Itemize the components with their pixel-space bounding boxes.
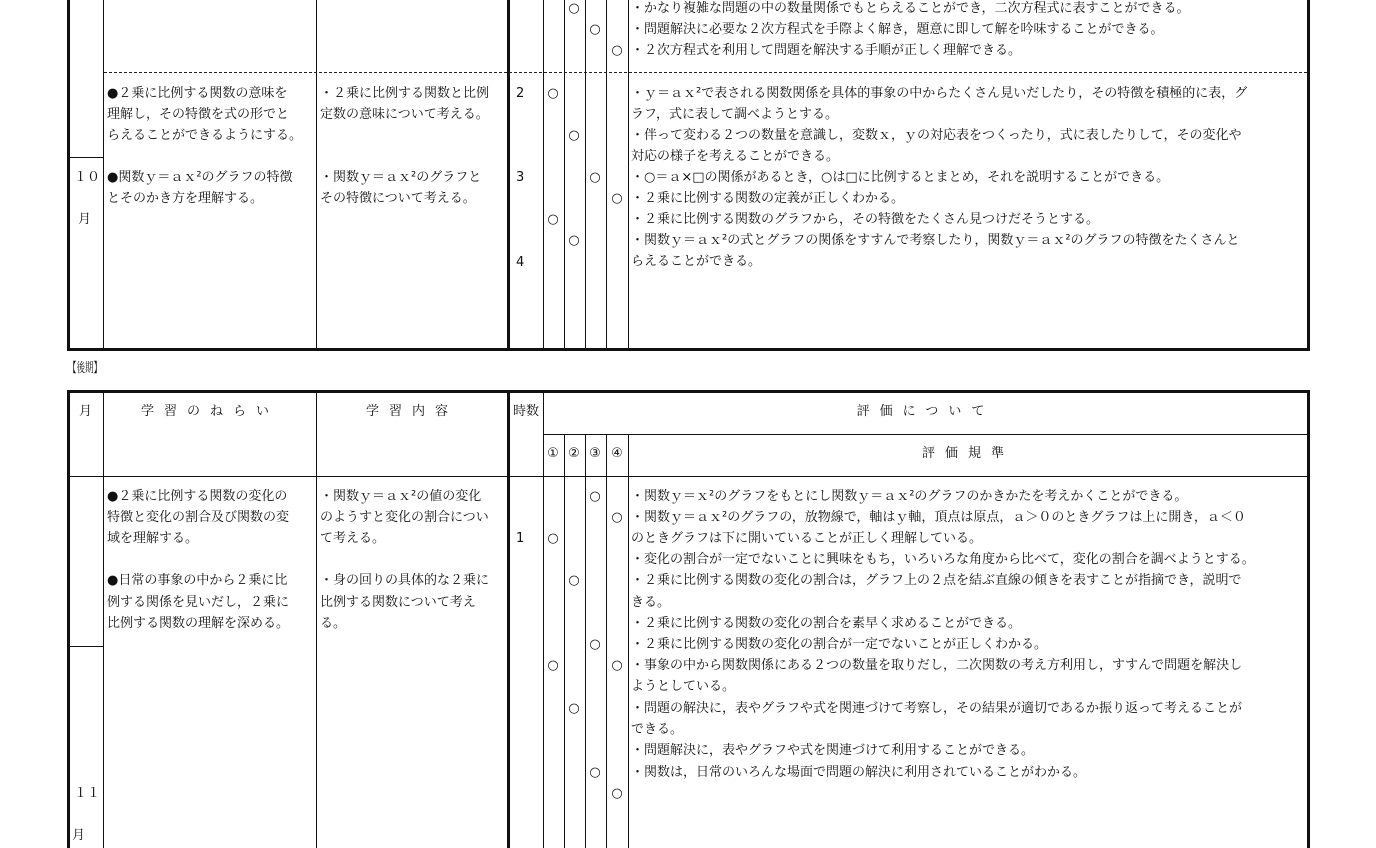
criteria-line: ・伴って変わる２つの数量を意識し，変数ｘ，ｙの対応表をつくったり，式に表したりして，その変化や xyxy=(631,128,1242,143)
grid-line xyxy=(564,435,565,848)
eval-mark: ○ xyxy=(589,170,601,185)
header-col-4: ④ xyxy=(611,446,623,461)
grid-line xyxy=(628,0,629,350)
eval-mark: ○ xyxy=(589,637,601,652)
content-line: 比例する関数について考え xyxy=(320,595,476,610)
criteria-line: できる。 xyxy=(631,722,684,737)
month-label: １０ xyxy=(74,170,101,185)
criteria-line: ようとしている。 xyxy=(631,679,736,694)
aim-line: 理解し，その特徴を式の形でと xyxy=(107,107,290,122)
grid-line xyxy=(543,434,1308,435)
table-border-left xyxy=(67,0,70,351)
hours-value: 2 xyxy=(516,86,525,101)
eval-mark: ○ xyxy=(611,658,623,673)
criteria-line: ・かなり複雑な問題の中の数量関係でもとらえることができ，二次方程式に表すことができる。 xyxy=(631,1,1190,16)
header-col-1: ① xyxy=(547,446,559,461)
criteria-line: ・ｙ＝ａｘ²で表される関数関係を具体的事象の中からたくさん見いだしたり，その特徴を積極的に表，グ xyxy=(631,86,1248,101)
criteria-line: ・２乗に比例する関数のグラフから，その特徴をたくさん見つけだそうとする。 xyxy=(631,212,1100,227)
aim-line: らえることができるようにする。 xyxy=(107,128,303,143)
aim-line: ●２乗に比例する関数の変化の xyxy=(107,489,288,504)
criteria-line: ・問題解決に，表やグラフや式を関連づけて利用することができる。 xyxy=(631,743,1035,758)
criteria-line: ・事象の中から関数関係にある２つの数量を取りだし，二次関数の考え方利用し，すすんで問題を解決し xyxy=(631,658,1243,673)
eval-mark: ○ xyxy=(611,510,623,525)
header-content: 学習内容 xyxy=(365,404,458,419)
grid-line xyxy=(316,390,317,848)
content-line: のようすと変化の割合につい xyxy=(320,510,489,525)
aim-line: 比例する関数の理解を深める。 xyxy=(107,616,290,631)
criteria-line: ・○＝ａ×□の関係があるとき，○は□に比例するとまとめ，それを説明することができる。 xyxy=(631,170,1170,185)
aim-line: 特徴と変化の割合及び関数の変 xyxy=(107,510,290,525)
criteria-line: ・関数ｙ＝ａｘ²の式とグラフの関係をすすんで考察したり，関数ｙ＝ａｘ²のグラフの特徴をたくさんと xyxy=(631,233,1240,248)
eval-mark: ○ xyxy=(568,233,580,248)
eval-mark: ○ xyxy=(589,489,601,504)
eval-mark: ○ xyxy=(611,191,623,206)
content-line: て考える。 xyxy=(320,531,386,546)
grid-line-thick xyxy=(507,390,510,848)
content-line: ・関数ｙ＝ａｘ²の値の変化 xyxy=(320,489,482,504)
criteria-line: ・２乗に比例する関数の変化の割合は，グラフ上の２点を結ぶ直線の傾きを表すことが指摘でき，説明で xyxy=(631,573,1242,588)
month-label: １１ xyxy=(74,786,101,801)
header-hours: 時数 xyxy=(512,404,539,419)
aim-line: 域を理解する。 xyxy=(107,531,199,546)
eval-mark: ○ xyxy=(568,1,580,16)
table-border-top xyxy=(67,390,1310,393)
grid-line xyxy=(103,0,104,350)
aim-line: 例する関係を見いだし，２乗に xyxy=(107,595,290,610)
row-divider-dashed xyxy=(104,72,1307,73)
table-border-left xyxy=(67,390,70,848)
criteria-line: らえることができる。 xyxy=(631,254,762,269)
criteria-line: 対応の様子を考えることができる。 xyxy=(631,149,840,164)
content-line: ・関数ｙ＝ａｘ²のグラフと xyxy=(320,170,482,185)
eval-mark: ○ xyxy=(547,86,559,101)
eval-mark: ○ xyxy=(611,43,623,58)
eval-mark: ○ xyxy=(547,658,559,673)
grid-line-thick xyxy=(507,0,510,351)
eval-mark: ○ xyxy=(547,212,559,227)
header-eval: 評価について xyxy=(856,404,995,419)
criteria-line: ・変化の割合が一定でないことに興味をもち，いろいろな角度から比べて，変化の割合を調べようとする。 xyxy=(631,552,1255,567)
criteria-line: ・問題解決に必要な２次方程式を手際よく解き，題意に即して解を吟味することができる。 xyxy=(631,22,1164,37)
content-line: その特徴について考える。 xyxy=(320,191,476,206)
grid-line xyxy=(543,0,544,350)
hours-value: 3 xyxy=(516,170,525,185)
month-divider xyxy=(68,157,103,158)
criteria-line: きる。 xyxy=(631,595,671,610)
table-border-right xyxy=(1307,0,1310,351)
table-border-right xyxy=(1307,390,1310,848)
month-label: 月 xyxy=(78,212,92,227)
header-month: 月 xyxy=(78,404,92,419)
aim-line: ●２乗に比例する関数の意味を xyxy=(107,86,288,101)
grid-line xyxy=(103,390,104,848)
eval-mark: ○ xyxy=(589,22,601,37)
criteria-line: ・２次方程式を利用して問題を解決する手順が正しく理解できる。 xyxy=(631,43,1022,58)
header-col-3: ③ xyxy=(589,446,601,461)
criteria-line: ・２乗に比例する関数の定義が正しくわかる。 xyxy=(631,191,905,206)
eval-mark: ○ xyxy=(547,531,559,546)
month-label: 月 xyxy=(72,828,86,843)
grid-line xyxy=(316,0,317,350)
aim-line: ●日常の事象の中から２乗に比 xyxy=(107,573,288,588)
eval-mark: ○ xyxy=(611,786,623,801)
grid-line xyxy=(564,0,565,350)
header-criteria: 評価規準 xyxy=(921,446,1014,461)
header-col-2: ② xyxy=(568,446,580,461)
criteria-line: ・関数ｙ＝ｘ²のグラフをもとにし関数ｙ＝ａｘ²のグラフのかきかたを考えかくことができる。 xyxy=(631,489,1188,504)
criteria-line: ・関数は，日常のいろんな場面で問題の解決に利用されていることがわかる。 xyxy=(631,765,1087,780)
eval-mark: ○ xyxy=(589,765,601,780)
table-border-bottom xyxy=(67,348,1310,351)
criteria-line: ラフ，式に表して調べようとする。 xyxy=(631,107,838,122)
content-line: 定数の意味について考える。 xyxy=(320,107,489,122)
criteria-line: のときグラフは下に開いていることが正しく理解している。 xyxy=(631,531,983,546)
content-line: ・身の回りの具体的な２乗に xyxy=(320,573,490,588)
criteria-line: ・関数ｙ＝ａｘ²のグラフの，放物線で，軸はｙ軸，頂点は原点，ａ＞０のときグラフは上に開き，ａ＜０ xyxy=(631,510,1246,525)
hours-value: 1 xyxy=(516,531,525,546)
criteria-line: ・２乗に比例する関数の変化の割合が一定でないことが正しくわかる。 xyxy=(631,637,1048,652)
content-line: ・２乗に比例する関数と比例 xyxy=(320,86,490,101)
month-divider xyxy=(68,646,103,647)
eval-mark: ○ xyxy=(568,128,580,143)
criteria-line: ・問題の解決に，表やグラフや式を関連づけて考察し，その結果が適切であるか振り返って考えることが xyxy=(631,701,1243,716)
grid-line xyxy=(68,476,1308,477)
criteria-line: ・２乗に比例する関数の変化の割合を素早く求めることができる。 xyxy=(631,616,1022,631)
aim-line: ●関数ｙ＝ａｘ²のグラフの特徴 xyxy=(107,170,293,185)
section-label: 【後期】 xyxy=(68,361,103,376)
eval-mark: ○ xyxy=(568,701,580,716)
hours-value: 4 xyxy=(516,255,525,270)
header-aim: 学習のねらい xyxy=(140,404,279,419)
content-line: る。 xyxy=(320,616,347,631)
grid-line xyxy=(628,435,629,848)
aim-line: とそのかき方を理解する。 xyxy=(107,191,264,206)
eval-mark: ○ xyxy=(568,573,580,588)
